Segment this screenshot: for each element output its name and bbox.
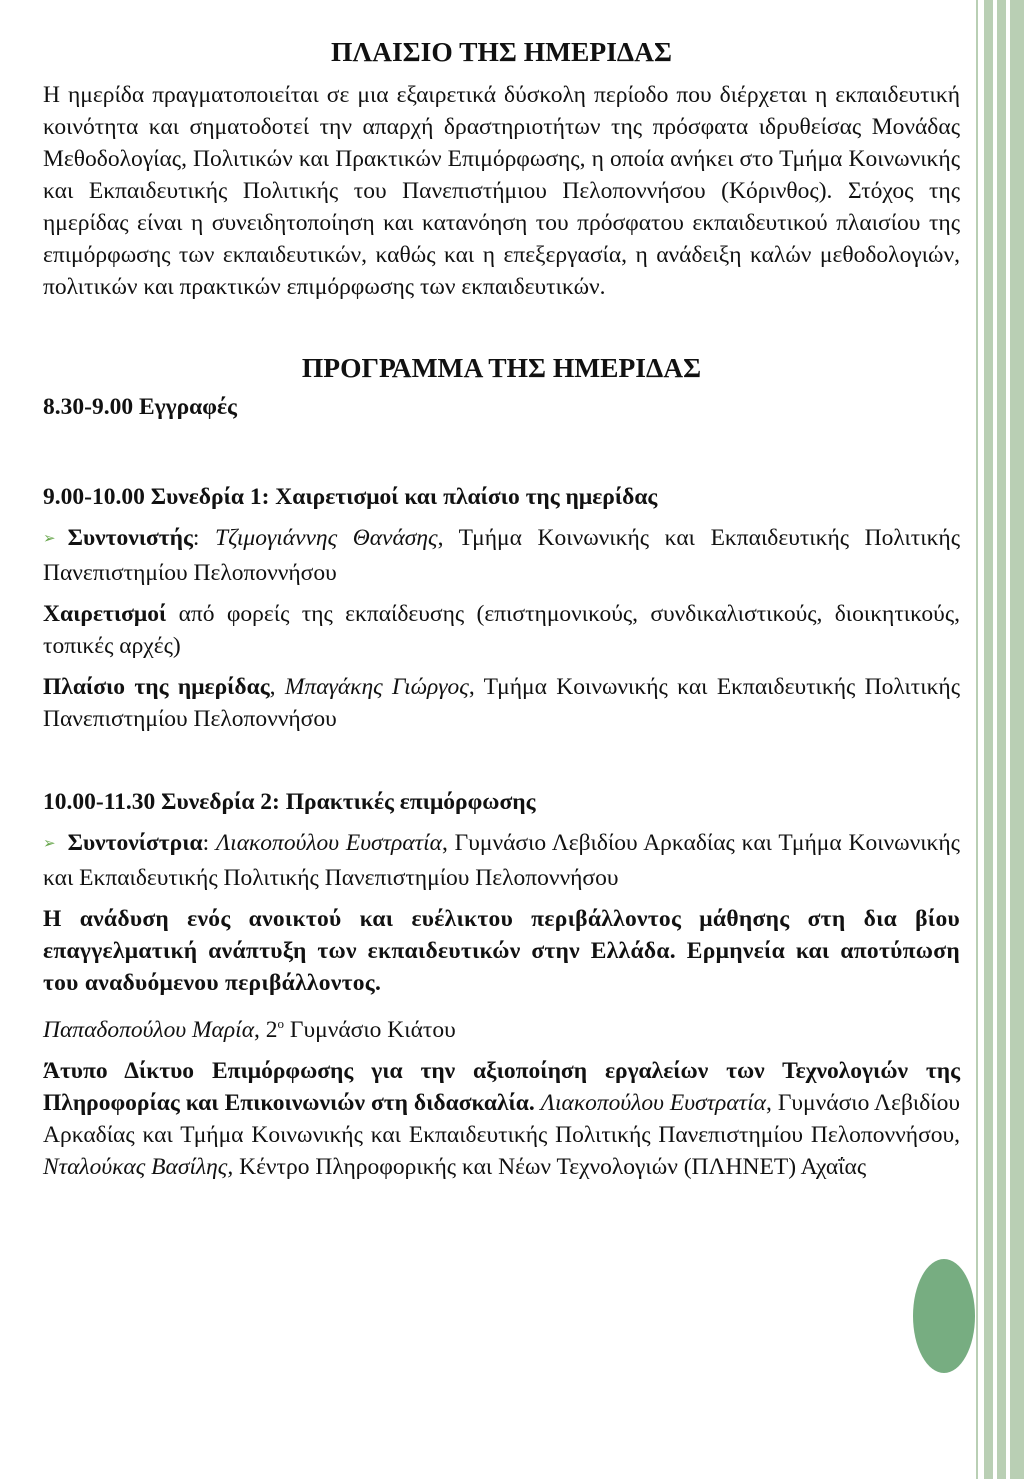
intro-paragraph: Η ημερίδα πραγματοποιείται σε μια εξαιρετικά δύσκολη περίοδο που διέρχεται η εκπαιδευτική κοινότητα και σηματοδοτεί την απαρχή δραστηριοτήτων της πρόσφατα ιδρυθείσας Μονάδας Μεθοδολογίας, Πολιτικών και Πρακτικών Επιμόρφωσης, η οποία ανήκει στο Τμήμα Κοινωνικής και Εκπαιδευτικής Πολιτικής του Πανεπιστήμιου Πελοποννήσου (Κόρινθος). Στόχος της ημερίδας είναι η συνειδητοποίηση και κατανόηση του πρόσφατου εκπαιδευτικού πλαισίου της επιμόρφωσης των εκπαιδευτικών, καθώς και η επεξεργασία, η ανάδειξη καλών μεθοδολογιών, πολιτικών και πρακτικών επιμόρφωσης των εκπαιδευτικών. [43,82,960,300]
talk1-affiliation-prefix: , 2 [254,1016,278,1043]
talk1-affiliation-suffix: Γυμνάσιο Κιάτου [284,1016,456,1043]
stripe [984,0,993,1479]
session2-heading [43,786,960,818]
registration-text: 8.30-9.00 Εγγραφές [43,394,237,420]
talk1-speaker-line [43,1008,960,1046]
arrow-bullet-icon: ➢ [43,531,56,547]
coordinator-label: Συντονιστής [67,525,193,551]
section-title: ΠΛΑΙΣΙΟ ΤΗΣ ΗΜΕΡΙΔΑΣ [331,36,672,67]
talk2-affiliation-1: , Γυμνάσιο Λεβιδίου Αρκαδίας και Τμήμα Κοινωνικής και Εκπαιδευτικής Πολιτικής Πανεπιστημίου Πελοποννήσου, [43,1089,960,1148]
talk1-title [43,903,960,999]
session1-heading-text: 9.00-10.00 Συνεδρία 1: Χαιρετισμοί και πλαίσιο της ημερίδας [43,484,658,510]
talk1-speaker: Παπαδοπούλου Μαρία [43,1016,255,1043]
talk1-affiliation-sup: ο [277,1016,285,1031]
coordinator-label: Συντονίστρια [67,830,203,856]
stripe [997,0,1006,1479]
greetings-item [43,598,960,662]
coordinator-affiliation: , Τμήμα Κοινωνικής και Εκπαιδευτικής Πολιτικής Πανεπιστημίου Πελοποννήσου [43,525,961,586]
session2-coordinator: ➢ Συντονίστρια: Λιακοπούλου Ευστρατία, Γυμνάσιο Λεβιδίου Αρκαδίας και Τμήμα Κοινωνικής και Εκπαιδευτικής Πολιτικής Πανεπιστημίου Πελοποννήσου [43,830,960,891]
session1-coordinator: ➢ Συντονιστής: Τζιμογιάννης Θανάσης, Τμήμα Κοινωνικής και Εκπαιδευτικής Πολιτικής Πανεπιστημίου Πελοποννήσου [43,525,961,586]
decorative-green-oval [913,1259,975,1373]
talk2-title: Άτυπο Δίκτυο Επιμόρφωσης για την αξιοποίηση εργαλείων των Τεχνολογιών της Πληροφορίας και Επικοινωνιών στη διδασκαλία. [43,1057,960,1116]
decorative-border-stripes [974,0,1024,1479]
stripe [1010,0,1024,1479]
context-item: Πλαίσιο της ημερίδας, Μπαγάκης Γιώργος, Τμήμα Κοινωνικής και Εκπαιδευτικής Πολιτικής Πανεπιστημίου Πελοποννήσου [43,674,961,732]
stripe [976,0,978,1479]
talk2-affiliation-2: Κέντρο Πληροφορικής και Νέων Τεχνολογιών (ΠΛΗΝΕΤ) Αχαΐας [233,1153,867,1180]
greetings-label: Χαιρετισμοί [43,601,167,627]
session1-heading [43,481,960,513]
talk2-speaker-1: Λιακοπούλου Ευστρατία [540,1089,766,1116]
context-speaker: Μπαγάκης Γιώργος [284,674,469,700]
talk2-block [43,1055,960,1183]
context-affiliation: , Τμήμα Κοινωνικής και Εκπαιδευτικής Πολιτικής Πανεπιστημίου Πελοποννήσου [43,674,961,732]
greetings-text: από φορείς της εκπαίδευσης (επιστημονικούς, συνδικαλιστικούς, διοικητικούς, τοπικές αρχές) [43,601,960,659]
program-title: ΠΡΟΓΡΑΜΜΑ ΤΗΣ ΗΜΕΡΙΔΑΣ [301,352,702,383]
context-label: Πλαίσιο της ημερίδας [43,674,270,700]
talk1-title-text: Η ανάδυση ενός ανοικτού και ευέλικτου περιβάλλοντος μάθησης στη δια βίου επαγγελματική ανάπτυξη των εκπαιδευτικών στην Ελλάδα. Ερμηνεία και αποτύπωση του αναδυόμενου περιβάλλοντος. [43,906,960,996]
document-page [43,32,960,1183]
registration-slot [43,391,960,423]
coordinator-name: Λιακοπούλου Ευστρατία [215,830,442,856]
coordinator-affiliation: , Γυμνάσιο Λεβιδίου Αρκαδίας και Τμήμα Κοινωνικής και Εκπαιδευτικής Πολιτικής Πανεπιστημίου Πελοποννήσου [43,830,960,891]
coordinator-name: Τζιμογιάννης Θανάσης [215,525,438,551]
session2-heading-text: 10.00-11.30 Συνεδρία 2: Πρακτικές επιμόρφωσης [43,789,536,815]
arrow-bullet-icon: ➢ [43,836,56,852]
talk2-speaker-2: Νταλούκας Βασίλης, [43,1153,234,1180]
